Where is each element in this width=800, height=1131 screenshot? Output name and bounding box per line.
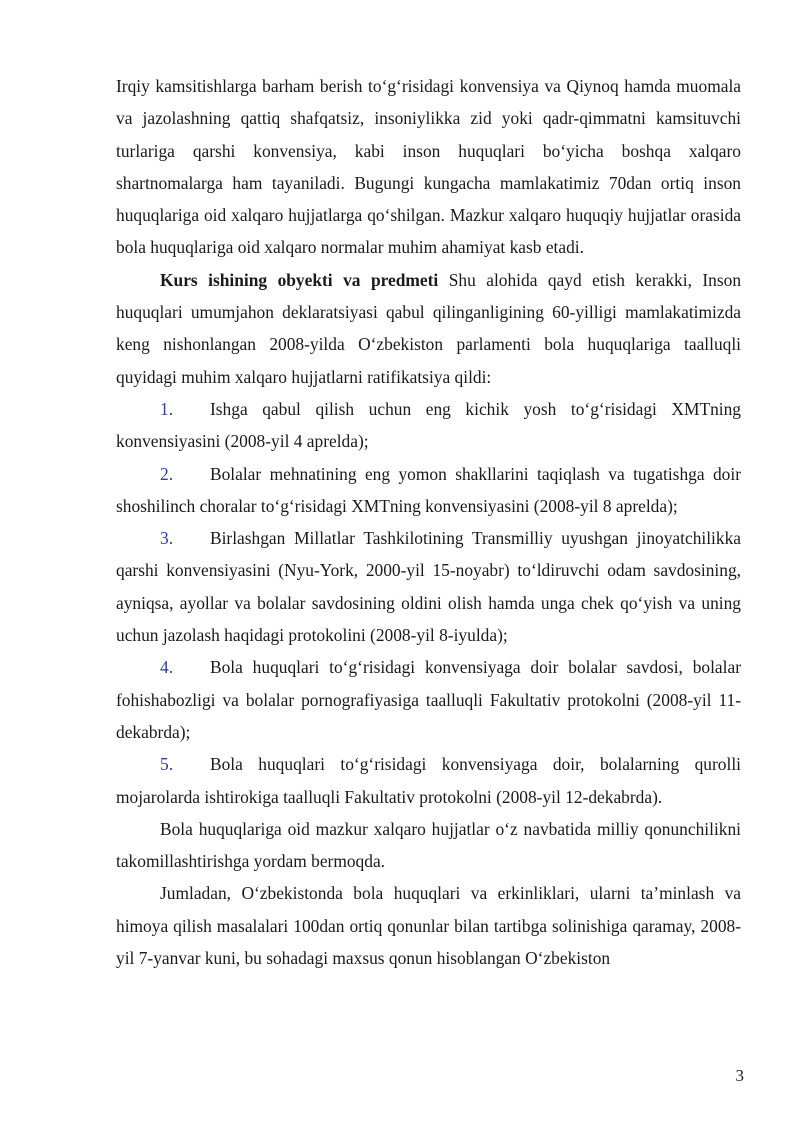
- paragraph-conventions: Irqiy kamsitishlarga barham berish to‘g‘risidagi konvensiya va Qiynoq hamda muomala va jazolashning qattiq shafqatsiz, insoniylikka zid yoki qadr-qimmatni kamsituvchi turlariga qarshi konvensiya, kabi inson huquqlari bo‘yicha boshqa xalqaro shartnomalarga ham tayaniladi. Bugungi kungacha mamlakatimiz 70dan ortiq inson huquqlariga oid xalqaro hujjatlarga qo‘shilgan. Mazkur xalqaro huquqiy hujjatlar orasida bola huquqlariga oid xalqaro normalar muhim ahamiyat kasb etadi.: [116, 76, 741, 258]
- list-item-text: Birlashgan Millatlar Tashkilotining Transmilliy uyushgan jinoyatchilikka qarshi konvensiyasini (Nyu-York, 2000-yil 15-noyabr) to‘ldiruvchi odam savdosining, ayniqsa, ayollar va bolalar savdosining oldini olish hamda unga chek qo‘yish va uning uchun jazolash haqidagi protokolini (2008-yil 8-iyulda);: [116, 528, 741, 646]
- list-number: 1.: [160, 398, 174, 419]
- list-item: [116, 522, 741, 651]
- list-item-text: Ishga qabul qilish uchun eng kichik yosh to‘g‘risidagi XMTning konvensiyasini (2008-yil 4 aprelda);: [116, 398, 741, 452]
- list-number: 3.: [160, 528, 174, 549]
- list-item-text: Bola huquqlari to‘g‘risidagi konvensiyaga doir bolalar savdosi, bolalar fohishabozligi va bolalar pornografiyasiga taalluqli Fakultativ protokolni (2008-yil 11-dekabrda);: [116, 657, 741, 742]
- paragraph-course-object-text: Shu alohida qayd etish kerakki, Inson huquqlari umumjahon deklaratsiyasi qabul qilinganligining 60-yilligi mamlakatimizda keng nishonlangan 2008-yilda O‘zbekiston parlamenti bola huquqlariga taalluqli quyidagi muhim xalqaro hujjatlarni ratifikatsiya qildi:: [116, 269, 742, 387]
- paragraph-uzbekistan-laws: Jumladan, O‘zbekistonda bola huquqlari va erkinliklari, ularni ta’minlash va himoya qilish masalalari 100dan ortiq qonunlar bilan tartibga solinishiga qaramay, 2008-yil 7-yanvar kuni, bu sohadagi maxsus qonun hisoblangan O‘zbekiston: [116, 883, 741, 969]
- list-number: 2.: [160, 463, 174, 484]
- page-number: 3: [735, 1066, 744, 1085]
- list-item-text: Bolalar mehnatining eng yomon shakllarini taqiqlash va tugatishga doir shoshilinch choralar to‘g‘risidagi XMTning konvensiyasini (2008-yil 8 aprelda);: [116, 463, 741, 516]
- document-body: [116, 70, 741, 974]
- list-item: [116, 393, 741, 458]
- list-item-text: Bola huquqlari to‘g‘risidagi konvensiyaga doir, bolalarning qurolli mojarolarda ishtirokiga taalluqli Fakultativ protokolni (2008-yil 12-dekabrda).: [116, 754, 741, 807]
- paragraph-national-law: Bola huquqlariga oid mazkur xalqaro hujjatlar o‘z navbatida milliy qonunchilikni takomillashtirishga yordam bermoqda.: [116, 818, 741, 872]
- list-item: [116, 458, 741, 523]
- list-number: 5.: [160, 754, 174, 775]
- paragraph-course-object: [116, 264, 741, 393]
- list-item: [116, 748, 741, 813]
- section-heading-inline: Kurs ishining obyekti va predmeti: [160, 269, 439, 290]
- list-number: 4.: [160, 657, 174, 678]
- list-item: [116, 651, 741, 748]
